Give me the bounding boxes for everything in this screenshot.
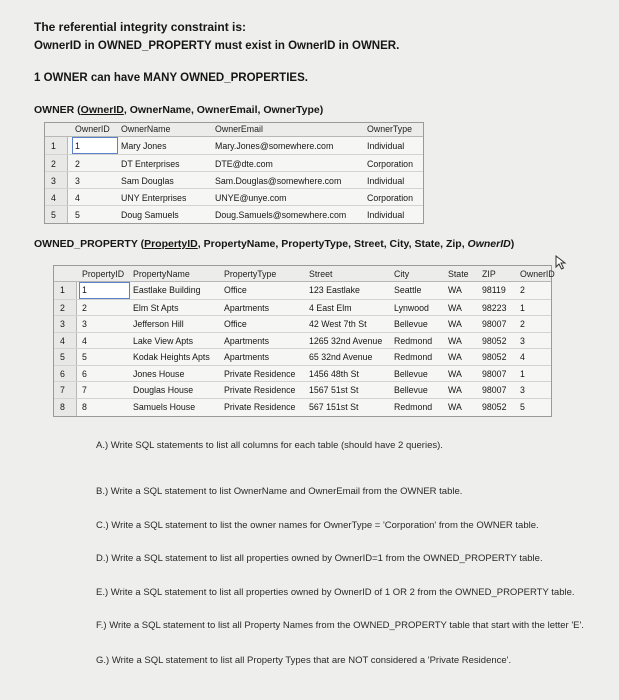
constraint-heading: The referential integrity constraint is:: [34, 20, 247, 34]
table-cell: 2: [82, 302, 87, 313]
row-number: 1: [51, 141, 56, 151]
table-cell: 1456 48th St: [309, 368, 359, 379]
column-header: PropertyType: [224, 269, 277, 279]
table-cell: 98007: [482, 319, 507, 329]
table-cell: 6: [82, 368, 87, 379]
table-cell: Private Residence: [224, 385, 296, 395]
table-cell: 123 Eastlake: [309, 285, 360, 295]
table-cell: Office: [224, 319, 247, 329]
table-cell: Private Residence: [224, 401, 296, 412]
table-cell: Bellevue: [394, 368, 428, 379]
table-cell: Office: [224, 285, 247, 295]
owner-title-rest: , OwnerName, OwnerEmail, OwnerType): [123, 104, 324, 116]
owned-property-table: [53, 265, 555, 417]
question-item: F.) Write a SQL statement to list all Property Names from the OWNED_PROPERTY table that start with the letter 'E'.: [96, 620, 584, 631]
table-cell: Corporation: [367, 193, 413, 203]
table-cell: Jefferson Hill: [133, 319, 184, 329]
table-cell: Corporation: [367, 159, 413, 169]
table-cell: 1: [75, 141, 80, 151]
table-cell: 5: [75, 210, 80, 220]
row-number: 5: [51, 210, 56, 220]
question-item: B.) Write a SQL statement to list OwnerName and OwnerEmail from the OWNER table.: [96, 486, 463, 497]
column-header: State: [448, 269, 469, 279]
table-cell: WA: [448, 368, 462, 379]
table-cell: Lake View Apts: [133, 335, 193, 346]
property-title-end: ): [510, 238, 515, 250]
table-cell: Seattle: [394, 285, 422, 295]
table-cell: 4: [82, 335, 87, 346]
table-row: [54, 299, 551, 317]
table-cell: 4 East Elm: [309, 302, 352, 313]
table-cell: 567 151st St: [309, 401, 359, 412]
owner-table-title: [34, 104, 323, 116]
table-cell: Lynwood: [394, 302, 429, 313]
mouse-pointer-icon: [555, 255, 569, 271]
table-cell: Private Residence: [224, 368, 296, 379]
table-row: [45, 137, 423, 154]
table-row: [45, 205, 423, 223]
table-row: [45, 171, 423, 189]
table-cell: WA: [448, 285, 462, 295]
row-number: 3: [60, 319, 65, 329]
table-cell: 3: [520, 385, 525, 395]
column-header: OwnerID: [520, 269, 555, 279]
question-item: D.) Write a SQL statement to list all properties owned by OwnerID=1 from the OWNED_PROPERTY table.: [96, 553, 543, 564]
table-cell: Bellevue: [394, 385, 428, 395]
table-row: [54, 315, 551, 333]
question-item: G.) Write a SQL statement to list all Property Types that are NOT considered a 'Private Residence'.: [96, 655, 512, 666]
owner-title-pk: OwnerID: [80, 104, 124, 116]
property-title-pk: PropertyID: [144, 238, 198, 250]
table-cell: Apartments: [224, 352, 269, 362]
table-cell: 7: [82, 385, 87, 395]
table-cell: WA: [448, 352, 462, 362]
owner-title-name: OWNER (: [34, 104, 81, 116]
table-cell: 98007: [482, 368, 507, 379]
row-number: 8: [60, 401, 65, 412]
table-cell: Individual: [367, 176, 405, 186]
cardinality-statement: 1 OWNER can have MANY OWNED_PROPERTIES.: [34, 72, 308, 84]
question-item: C.) Write a SQL statement to list the owner names for OwnerType = 'Corporation' from the OWNER table.: [96, 520, 539, 531]
row-number: 4: [51, 193, 56, 203]
table-cell: 98119: [482, 285, 506, 295]
table-cell: Mary Jones: [121, 141, 167, 151]
table-cell: Doug.Samuels@somewhere.com: [215, 210, 347, 220]
table-row: [54, 332, 551, 350]
table-cell: Douglas House: [133, 385, 194, 395]
column-header: City: [394, 269, 410, 279]
table-cell: 5: [82, 352, 87, 362]
table-cell: Kodak Heights Apts: [133, 352, 210, 362]
table-cell: 2: [520, 319, 525, 329]
table-cell: Individual: [367, 210, 405, 220]
column-header: OwnerType: [367, 124, 412, 134]
row-number: 2: [60, 302, 65, 313]
table-cell: Mary.Jones@somewhere.com: [215, 141, 334, 151]
table-cell: 1265 32nd Avenue: [309, 335, 383, 346]
row-number: 7: [60, 385, 65, 395]
table-cell: 1: [82, 285, 87, 295]
table-cell: 2: [75, 159, 80, 169]
table-cell: WA: [448, 401, 462, 412]
row-number: 6: [60, 368, 65, 379]
table-cell: WA: [448, 319, 462, 329]
table-cell: 3: [82, 319, 87, 329]
table-cell: WA: [448, 335, 462, 346]
row-number: 3: [51, 176, 56, 186]
table-row: [54, 282, 551, 299]
row-number: 5: [60, 352, 65, 362]
owner-table: [44, 122, 424, 224]
table-cell: 98007: [482, 385, 507, 395]
table-cell: Redmond: [394, 401, 433, 412]
table-cell: 98052: [482, 401, 507, 412]
table-cell: 98052: [482, 335, 507, 346]
table-cell: 98052: [482, 352, 507, 362]
question-item: A.) Write SQL statements to list all columns for each table (should have 2 queries).: [96, 440, 443, 451]
column-header: ZIP: [482, 269, 496, 279]
table-cell: Doug Samuels: [121, 210, 179, 220]
property-title-fk: OwnerID: [467, 238, 511, 250]
table-cell: 5: [520, 401, 525, 412]
table-cell: Redmond: [394, 352, 433, 362]
table-cell: Samuels House: [133, 401, 196, 412]
table-cell: 4: [520, 352, 525, 362]
column-header: PropertyName: [133, 269, 190, 279]
row-number: 2: [51, 159, 56, 169]
table-cell: 1: [520, 302, 525, 313]
table-cell: Individual: [367, 141, 405, 151]
table-cell: WA: [448, 302, 462, 313]
table-cell: Sam.Douglas@somewhere.com: [215, 176, 342, 186]
property-header-row: [54, 266, 551, 282]
table-cell: 1: [520, 368, 525, 379]
table-cell: DTE@dte.com: [215, 159, 273, 169]
column-header: OwnerName: [121, 124, 171, 134]
property-table-title: [34, 238, 514, 250]
table-row: [54, 348, 551, 366]
table-cell: Apartments: [224, 302, 269, 313]
table-cell: 3: [520, 335, 525, 346]
table-cell: DT Enterprises: [121, 159, 180, 169]
table-cell: 42 West 7th St: [309, 319, 367, 329]
column-header: OwnerEmail: [215, 124, 263, 134]
row-number: 1: [60, 285, 65, 295]
table-cell: 3: [75, 176, 80, 186]
table-cell: 98223: [482, 302, 507, 313]
table-cell: Eastlake Building: [133, 285, 201, 295]
table-cell: Jones House: [133, 368, 185, 379]
table-cell: Sam Douglas: [121, 176, 174, 186]
table-row: [45, 154, 423, 172]
table-cell: Redmond: [394, 335, 433, 346]
table-cell: Apartments: [224, 335, 269, 346]
table-cell: 2: [520, 285, 525, 295]
table-cell: 4: [75, 193, 80, 203]
property-title-mid: , PropertyName, PropertyType, Street, City, State, Zip,: [197, 238, 468, 250]
table-cell: 8: [82, 401, 87, 412]
table-cell: UNY Enterprises: [121, 193, 187, 203]
column-header: OwnerID: [75, 124, 110, 134]
table-cell: 65 32nd Avenue: [309, 352, 373, 362]
table-row: [54, 365, 551, 383]
row-number: 4: [60, 335, 65, 346]
question-item: E.) Write a SQL statement to list all properties owned by OwnerID of 1 OR 2 from the OWNED_PROPERTY table.: [96, 587, 575, 598]
table-cell: Bellevue: [394, 319, 428, 329]
column-header: Street: [309, 269, 333, 279]
table-cell: UNYE@unye.com: [215, 193, 287, 203]
table-cell: WA: [448, 385, 462, 395]
table-row: [45, 188, 423, 206]
table-cell: Elm St Apts: [133, 302, 179, 313]
column-header: PropertyID: [82, 269, 125, 279]
property-title-name: OWNED_PROPERTY (: [34, 238, 145, 250]
table-cell: 1567 51st St: [309, 385, 359, 395]
table-row: [54, 381, 551, 399]
table-row: [54, 398, 551, 416]
constraint-statement: OwnerID in OWNED_PROPERTY must exist in OwnerID in OWNER.: [34, 40, 400, 52]
